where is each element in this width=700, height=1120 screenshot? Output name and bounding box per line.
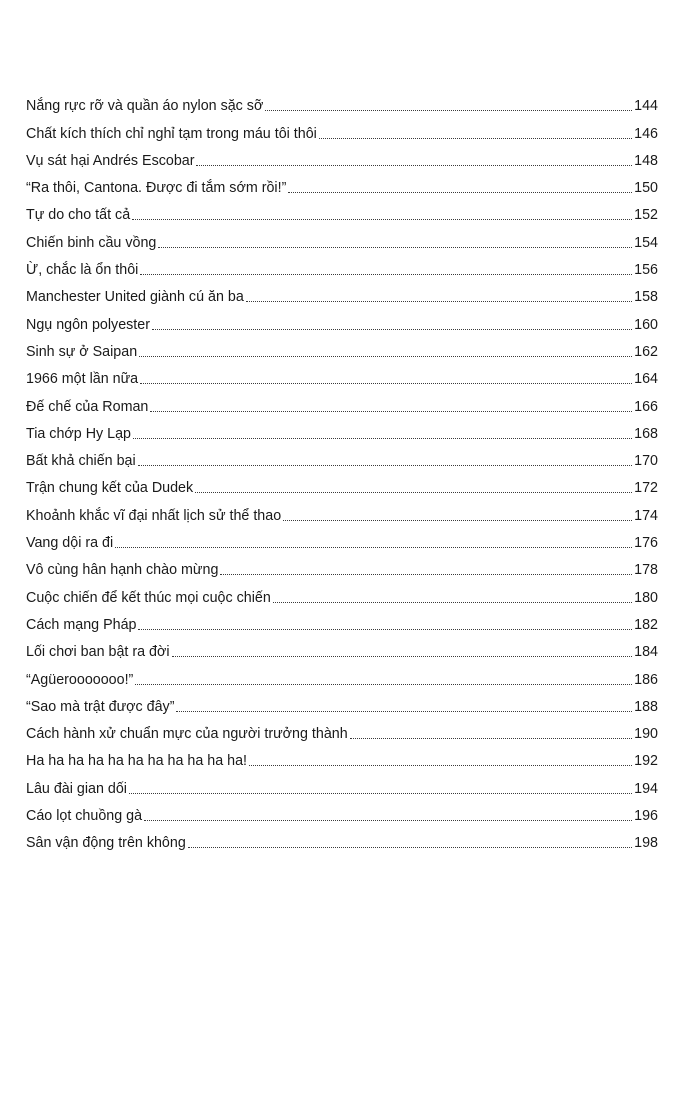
toc-entry <box>26 660 658 687</box>
toc-dot-leader <box>188 847 632 848</box>
toc-entry-page-number: 152 <box>634 207 658 224</box>
toc-entry <box>26 305 658 332</box>
toc-entry-title: Lâu đài gian dối <box>26 780 127 797</box>
toc-entry <box>26 469 658 496</box>
toc-dot-leader <box>152 329 632 330</box>
toc-entry <box>26 442 658 469</box>
toc-entry-page-number: 162 <box>634 343 658 360</box>
toc-entry <box>26 551 658 578</box>
toc-entry-page-number: 196 <box>634 808 658 825</box>
toc-entry-page-number: 186 <box>634 671 658 688</box>
toc-entry-title: 1966 một lần nữa <box>26 371 139 388</box>
toc-entry <box>26 87 658 114</box>
toc-entry <box>26 797 658 824</box>
toc-entry <box>26 387 658 414</box>
toc-entry-title: Đế chế của Roman <box>26 398 149 415</box>
toc-entry <box>26 169 658 196</box>
toc-entry-page-number: 144 <box>634 98 658 115</box>
toc-entry-page-number: 188 <box>634 698 658 715</box>
toc-entry-page-number: 156 <box>634 262 658 279</box>
toc-entry-title: Ừ, chắc là ổn thôi <box>26 262 139 279</box>
toc-entry <box>26 251 658 278</box>
toc-entry <box>26 742 658 769</box>
toc-entry-title: Trận chung kết của Dudek <box>26 480 194 497</box>
toc-entry-page-number: 192 <box>634 753 658 770</box>
toc-entry-page-number: 176 <box>634 535 658 552</box>
toc-entry-page-number: 174 <box>634 507 658 524</box>
toc-entry <box>26 496 658 523</box>
toc-entry-title: Cáo lọt chuồng gà <box>26 808 143 825</box>
toc-entry-title: Tia chớp Hy Lạp <box>26 425 131 442</box>
toc-entry-page-number: 190 <box>634 726 658 743</box>
toc-dot-leader <box>132 219 632 220</box>
toc-dot-leader <box>158 247 632 248</box>
toc-entry-title: Manchester United giành cú ăn ba <box>26 289 244 306</box>
toc-entry-title: Chiến binh cầu vồng <box>26 234 157 251</box>
toc-entry-title: Vô cùng hân hạnh chào mừng <box>26 562 219 579</box>
toc-dot-leader <box>129 793 632 794</box>
toc-dot-leader <box>220 574 632 575</box>
toc-entry <box>26 715 658 742</box>
toc-entry-title: Cách mạng Pháp <box>26 616 137 633</box>
toc-dot-leader <box>273 602 632 603</box>
toc-entry <box>26 633 658 660</box>
toc-entry-title: Sinh sự ở Saipan <box>26 343 138 360</box>
toc-dot-leader <box>135 684 632 685</box>
toc-entry <box>26 278 658 305</box>
toc-dot-leader <box>115 547 632 548</box>
toc-dot-leader <box>172 656 633 657</box>
toc-entry-title: Lối chơi ban bật ra đời <box>26 644 170 661</box>
toc-entry <box>26 114 658 141</box>
toc-entry <box>26 223 658 250</box>
toc-entry <box>26 196 658 223</box>
toc-entry <box>26 360 658 387</box>
toc-entry-title: “Sao mà trật được đây” <box>26 698 175 715</box>
toc-entry-page-number: 194 <box>634 780 658 797</box>
toc-dot-leader <box>144 820 632 821</box>
toc-dot-leader <box>283 520 632 521</box>
toc-entry <box>26 415 658 442</box>
toc-dot-leader <box>319 138 632 139</box>
toc-entry <box>26 333 658 360</box>
toc-entry <box>26 824 658 851</box>
toc-entry-page-number: 170 <box>634 453 658 470</box>
toc-entry-title: Ha ha ha ha ha ha ha ha ha ha ha! <box>26 753 247 770</box>
toc-entry <box>26 578 658 605</box>
toc-dot-leader <box>138 465 632 466</box>
toc-entry-title: “Agüerooooooo!” <box>26 671 134 688</box>
toc-entry-title: Cách hành xử chuẩn mực của người trưởng thành <box>26 726 348 743</box>
toc-entry-page-number: 158 <box>634 289 658 306</box>
table-of-contents <box>26 87 658 851</box>
toc-entry-title: Khoảnh khắc vĩ đại nhất lịch sử thể thao <box>26 507 282 524</box>
toc-dot-leader <box>138 629 632 630</box>
toc-entry-title: Vang dội ra đi <box>26 535 114 552</box>
toc-entry <box>26 769 658 796</box>
toc-entry <box>26 524 658 551</box>
toc-entry-page-number: 184 <box>634 644 658 661</box>
toc-dot-leader <box>133 438 632 439</box>
toc-dot-leader <box>140 274 632 275</box>
toc-dot-leader <box>350 738 632 739</box>
toc-entry-page-number: 180 <box>634 589 658 606</box>
toc-entry-page-number: 172 <box>634 480 658 497</box>
toc-entry-title: Bất khả chiến bại <box>26 453 136 470</box>
toc-entry-page-number: 148 <box>634 152 658 169</box>
toc-dot-leader <box>246 301 632 302</box>
toc-entry-page-number: 146 <box>634 125 658 142</box>
toc-dot-leader <box>288 192 632 193</box>
toc-entry <box>26 606 658 633</box>
toc-dot-leader <box>265 110 632 111</box>
toc-entry-title: Vụ sát hại Andrés Escobar <box>26 152 195 169</box>
toc-entry-title: Sân vận động trên không <box>26 835 186 852</box>
toc-entry-title: Ngụ ngôn polyester <box>26 316 150 333</box>
toc-dot-leader <box>195 492 632 493</box>
toc-dot-leader <box>196 165 632 166</box>
toc-dot-leader <box>139 356 632 357</box>
toc-entry <box>26 688 658 715</box>
toc-entry-title: Cuộc chiến để kết thúc mọi cuộc chiến <box>26 589 271 606</box>
toc-entry-page-number: 168 <box>634 425 658 442</box>
toc-dot-leader <box>150 411 632 412</box>
toc-entry-page-number: 198 <box>634 835 658 852</box>
toc-dot-leader <box>176 711 632 712</box>
toc-entry-page-number: 160 <box>634 316 658 333</box>
toc-entry-title: “Ra thôi, Cantona. Được đi tắm sớm rồi!” <box>26 180 287 197</box>
toc-entry-page-number: 150 <box>634 180 658 197</box>
toc-entry-page-number: 164 <box>634 371 658 388</box>
toc-entry <box>26 142 658 169</box>
toc-entry-title: Tự do cho tất cả <box>26 207 131 224</box>
toc-dot-leader <box>249 765 632 766</box>
toc-entry-page-number: 166 <box>634 398 658 415</box>
toc-entry-title: Nắng rực rỡ và quần áo nylon sặc sỡ <box>26 98 264 115</box>
toc-entry-page-number: 182 <box>634 616 658 633</box>
toc-dot-leader <box>140 383 632 384</box>
toc-entry-title: Chất kích thích chỉ nghỉ tạm trong máu tôi thôi <box>26 125 317 142</box>
toc-entry-page-number: 154 <box>634 234 658 251</box>
toc-entry-page-number: 178 <box>634 562 658 579</box>
